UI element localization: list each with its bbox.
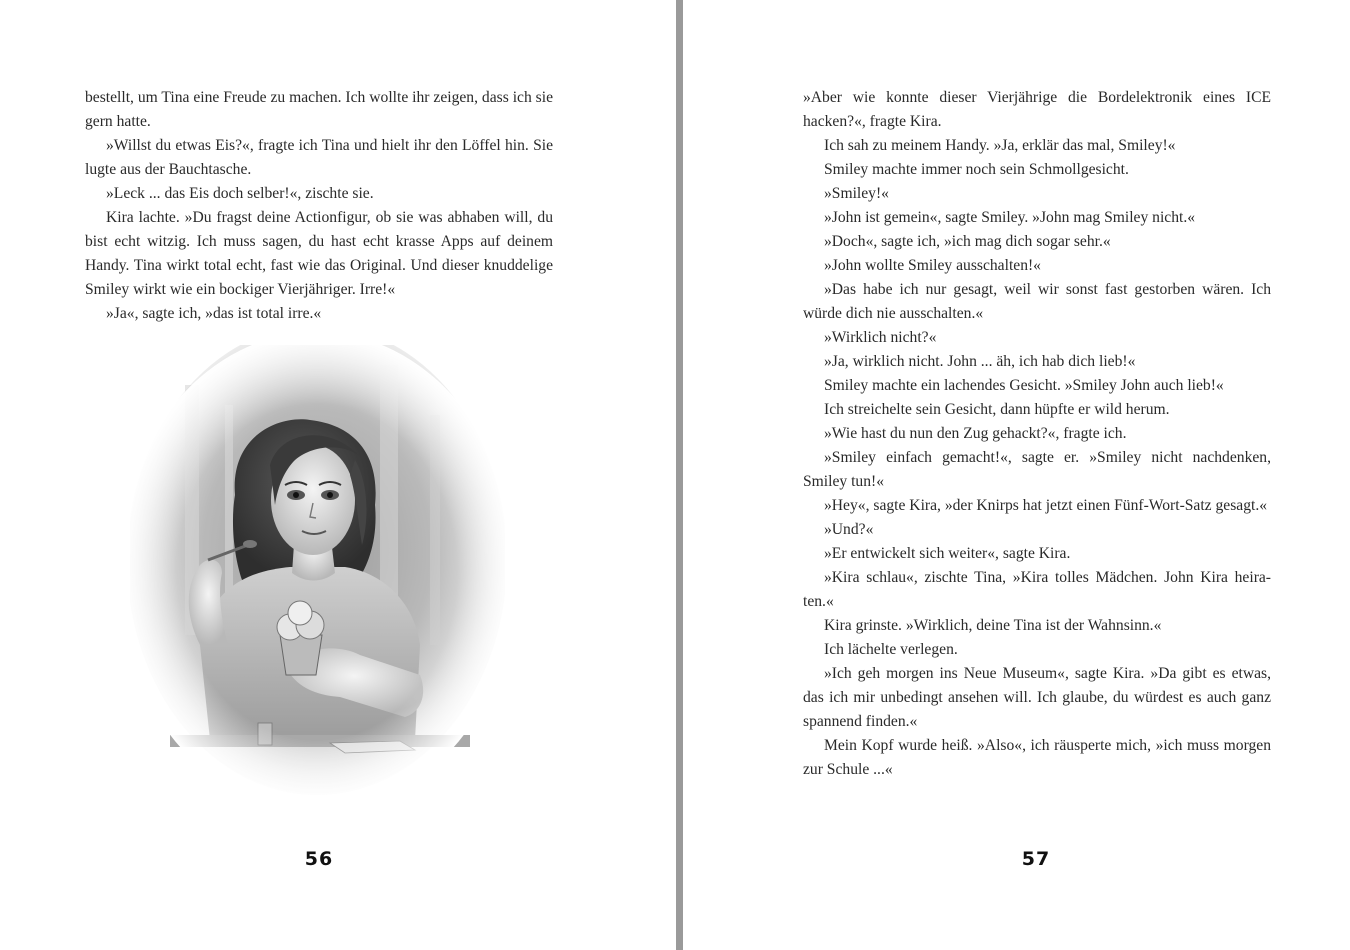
paragraph: Ich streichelte sein Gesicht, dann hüpfte er wild herum. [824,401,1170,418]
right-page-text [803,86,1271,782]
paragraph: Kira lachte. »Du fragst deine Actionfigur, ob sie was abhaben will, du bist echt witzig. Ich muss sagen, du hast echt krasse Apps auf deinem Handy. Tina wirkt total echt, fast wie das Original. Und dieser knuddelige Smiley wirkt wie ein bockiger Vierjähriger. Irre!« [85,209,553,298]
paragraph: Smiley machte immer noch sein Schmollgesicht. [824,161,1129,178]
paragraph: bestellt, um Tina eine Freude zu machen. Ich wollte ihr zeigen, dass ich sie gern hatte. [85,89,553,130]
page-number: 57 [1021,848,1051,870]
paragraph: »John wollte Smiley ausschalten!« [824,257,1041,274]
paragraph: Ich sah zu meinem Handy. »Ja, erklär das mal, Smiley!« [824,137,1176,154]
paragraph: »Smiley einfach gemacht!«, sagte er. »Smiley nicht nachdenken, Smiley tun!« [803,449,1271,490]
paragraph: »Wie hast du nun den Zug gehackt?«, fragte ich. [824,425,1127,442]
paragraph: »John ist gemein«, sagte Smiley. »John mag Smiley nicht.« [824,209,1196,226]
right-page [683,0,1350,950]
paragraph: Smiley machte ein lachendes Gesicht. »Smiley John auch lieb!« [824,377,1224,394]
paragraph: Kira grinste. »Wirklich, deine Tina ist der Wahnsinn.« [824,617,1162,634]
paragraph: »Smiley!« [824,185,889,202]
book-gutter [676,0,683,950]
left-page-text [85,86,553,326]
paragraph: »Das habe ich nur gesagt, weil wir sonst fast gestorben wären. Ich würde dich nie ausschalten.« [803,281,1271,322]
illustration-drawing [130,345,505,800]
paragraph: Mein Kopf wurde heiß. »Also«, ich räusperte mich, »ich muss morgen zur Schule ...« [803,737,1271,778]
paragraph: »Und?« [824,521,874,538]
paragraph: »Leck ... das Eis doch selber!«, zischte sie. [106,185,374,202]
paragraph: »Doch«, sagte ich, »ich mag dich sogar sehr.« [824,233,1111,250]
paragraph: »Willst du etwas Eis?«, fragte ich Tina und hielt ihr den Löffel hin. Sie lugte aus der Bauchtasche. [85,137,553,178]
paragraph: »Wirklich nicht?« [824,329,937,346]
paragraph: »Ja«, sagte ich, »das ist total irre.« [106,305,322,322]
page-number: 56 [304,848,334,870]
paragraph: »Aber wie konnte dieser Vierjährige die Bordelektronik eines ICE hacken?«, fragte Kira. [803,89,1271,130]
paragraph: »Kira schlau«, zischte Tina, »Kira tolles Mädchen. John Kira heira-ten.« [803,569,1271,610]
paragraph: Ich lächelte verlegen. [824,641,958,658]
paragraph: »Er entwickelt sich weiter«, sagte Kira. [824,545,1071,562]
paragraph: »Ja, wirklich nicht. John ... äh, ich hab dich lieb!« [824,353,1136,370]
paragraph: »Ich geh morgen ins Neue Museum«, sagte Kira. »Da gibt es etwas, das ich mir unbedingt ansehen will. Ich glaube, du würdest es auch ganz spannend finden.« [803,665,1271,730]
paragraph: »Hey«, sagte Kira, »der Knirps hat jetzt einen Fünf-Wort-Satz gesagt.« [824,497,1268,514]
girl-eating-ice-cream-illustration [130,345,505,800]
